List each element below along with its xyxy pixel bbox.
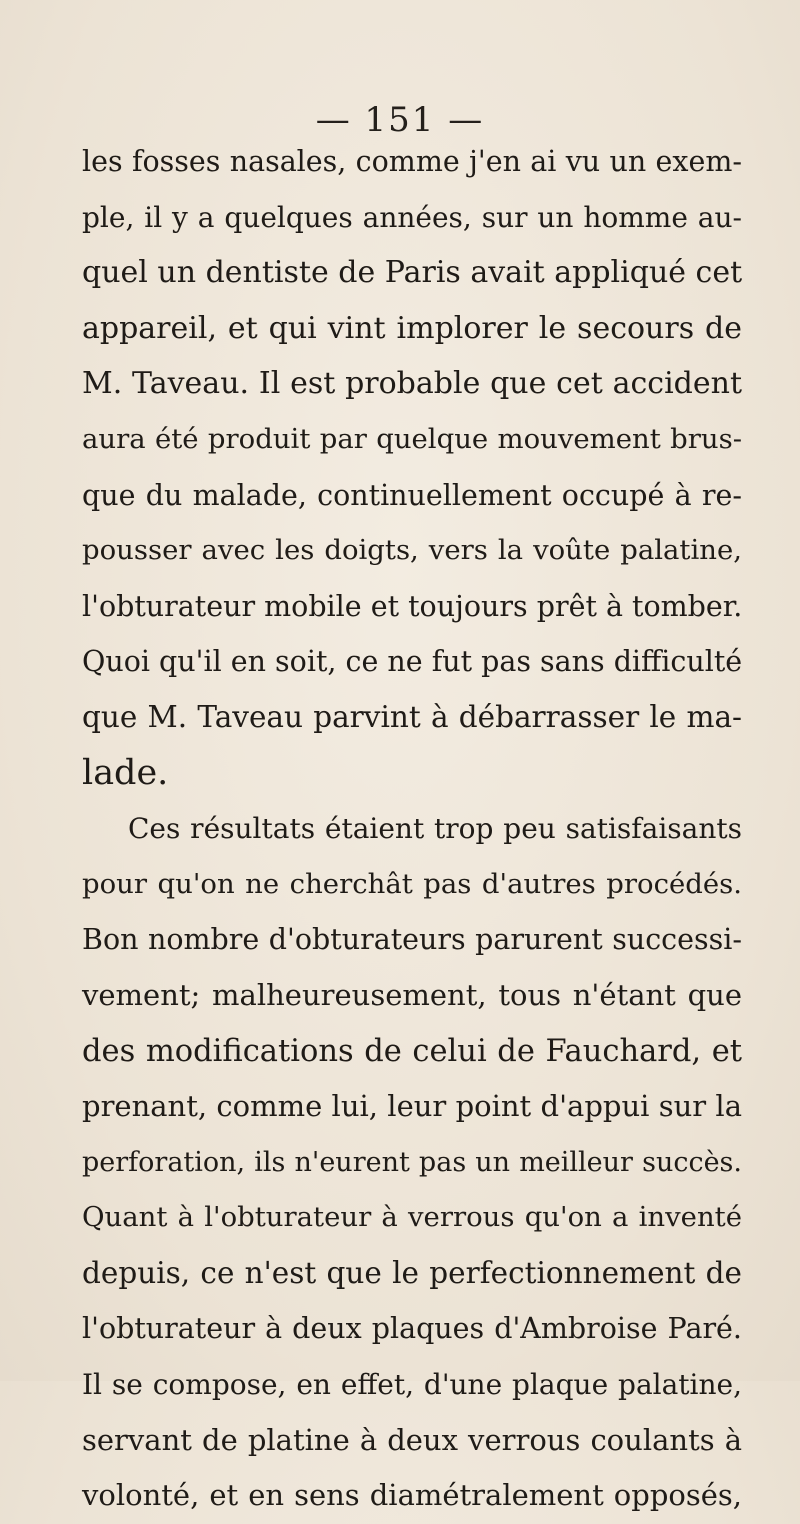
text-line: quel un dentiste de Paris avait appliqué cet xyxy=(82,255,743,291)
text-line: servant de platine à deux verrous coulants à xyxy=(82,1422,742,1457)
text-line: depuis, ce n'est que le perfectionnement de xyxy=(82,1255,742,1290)
text-line: appareil, et qui vint implorer le secours de xyxy=(82,310,742,346)
text-line: Quant à l'obturateur à verrous qu'on a inventé xyxy=(82,1201,742,1234)
text-line: Bon nombre d'obturateurs parurent successi- xyxy=(82,923,742,957)
text-line: que M. Taveau parvint à débarrasser le ma- xyxy=(82,699,742,734)
text-line: M. Taveau. Il est probable que cet accident xyxy=(82,366,742,402)
text-line: l'obturateur à deux plaques d'Ambroise Paré. xyxy=(82,1312,742,1346)
text-line: perforation, ils n'eurent pas un meilleur succès. xyxy=(82,1146,742,1178)
text-line: des modifications de celui de Fauchard, et xyxy=(82,1033,742,1069)
text-line: vement; malheureusement, tous n'étant que xyxy=(82,977,742,1012)
text-line: aura été produit par quelque mouvement brus- xyxy=(82,422,742,455)
text-line: Quoi qu'il en soit, ce ne fut pas sans difficulté xyxy=(82,645,743,679)
text-line: ple, il y a quelques années, sur un homme au- xyxy=(82,200,742,234)
text-line: prenant, comme lui, leur point d'appui sur la xyxy=(82,1089,742,1124)
page-number: — 151 — xyxy=(315,100,485,140)
body-text xyxy=(82,134,742,1524)
text-line: volonté, et en sens diamétralement opposés, xyxy=(82,1478,742,1513)
text-line: pour qu'on ne cherchât pas d'autres procédés. xyxy=(82,867,742,900)
paragraph-start-line: Ces résultats étaient trop peu satisfaisants xyxy=(128,812,742,846)
text-line: l'obturateur mobile et toujours prêt à tomber. xyxy=(82,589,743,623)
text-line: que du malade, continuellement occupé à re- xyxy=(82,478,742,512)
text-line: pousser avec les doigts, vers la voûte palatine, xyxy=(82,534,742,567)
text-line: Il se compose, en effet, d'une plaque palatine, xyxy=(82,1368,742,1402)
paragraph-end-line: lade. xyxy=(82,752,169,793)
text-line: les fosses nasales, comme j'en ai vu un exem- xyxy=(82,145,742,178)
